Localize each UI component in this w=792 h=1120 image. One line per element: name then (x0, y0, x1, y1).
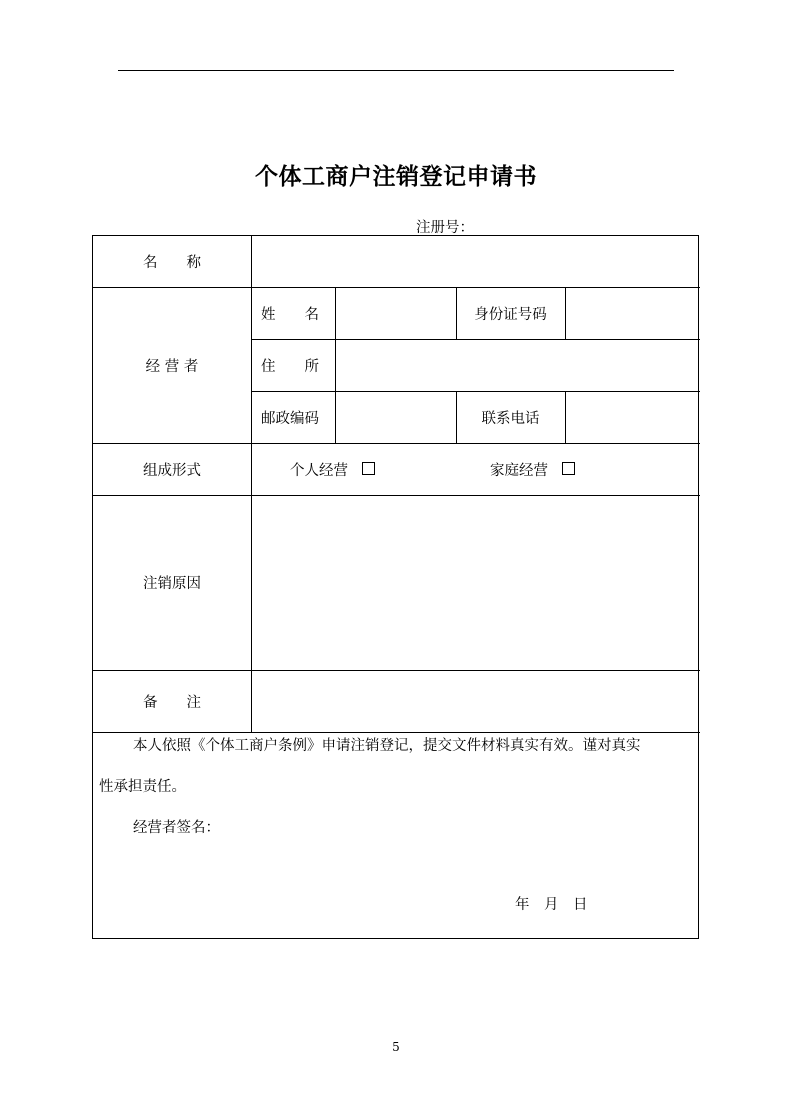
individual-checkbox[interactable] (362, 462, 375, 475)
phone-label: 联系电话 (481, 410, 540, 427)
declaration-line-1: 本人依照《个体工商户条例》申请注销登记，提交文件材料真实有效。谨对真实 (133, 738, 641, 754)
id-number-label: 身份证号码 (474, 306, 547, 323)
name-field[interactable] (252, 236, 700, 287)
row-divider (93, 732, 700, 733)
name-label: 名 称 (143, 255, 201, 271)
registration-number-label: 注册号： (416, 220, 474, 236)
composition-option-individual[interactable] (290, 443, 430, 495)
signature-field[interactable] (228, 816, 528, 842)
reason-field[interactable] (252, 496, 700, 670)
header-rule (118, 70, 674, 71)
family-option-label: 家庭经营 (490, 462, 548, 479)
document-title: 个体工商户注销登记申请书 (255, 164, 537, 190)
phone-field[interactable] (566, 391, 700, 443)
signature-label: 经营者签名： (133, 820, 220, 836)
individual-option-label: 个人经营 (290, 462, 348, 479)
page-number: 5 (392, 1040, 400, 1054)
postal-code-label: 邮政编码 (261, 410, 319, 427)
remarks-label: 备 注 (143, 694, 201, 711)
full-name-field[interactable] (336, 287, 456, 339)
application-form-table (92, 235, 699, 939)
family-checkbox[interactable] (562, 462, 575, 475)
date-label: 年 月 日 (515, 897, 588, 913)
composition-label: 组成形式 (143, 462, 201, 479)
address-label: 住 所 (261, 358, 319, 375)
remarks-field[interactable] (252, 671, 700, 732)
declaration-line-2: 性承担责任。 (99, 779, 186, 795)
id-number-field[interactable] (566, 287, 700, 339)
postal-code-field[interactable] (336, 391, 456, 443)
composition-option-family[interactable] (490, 443, 630, 495)
reason-label: 注销原因 (143, 576, 201, 592)
operator-label: 经 营 者 (145, 358, 199, 375)
full-name-label: 姓 名 (261, 306, 319, 323)
address-field[interactable] (336, 339, 700, 391)
